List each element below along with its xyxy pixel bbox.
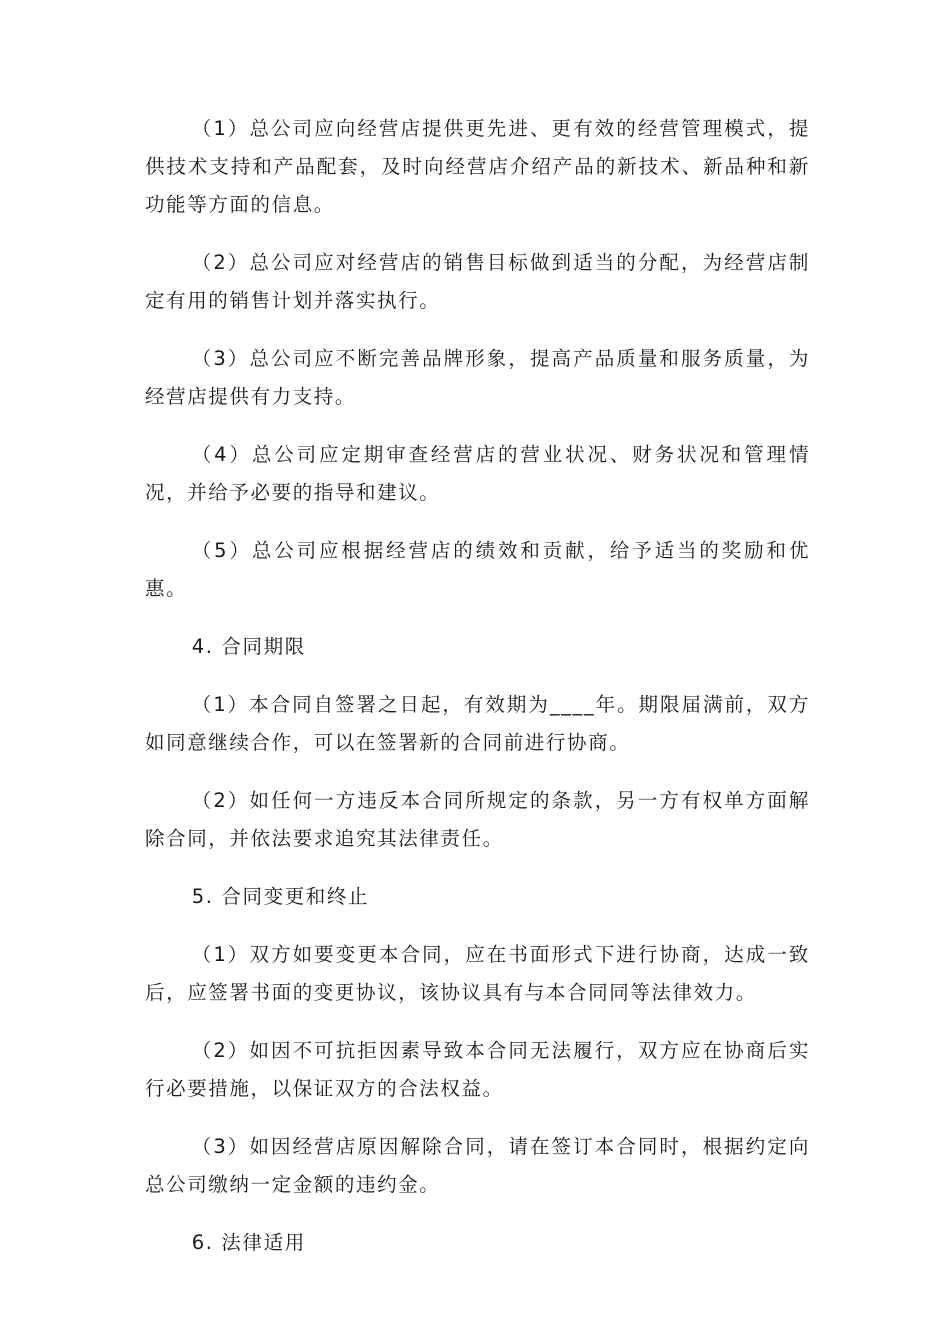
section-heading-contract-term: 4. 合同期限	[191, 635, 306, 658]
document-body	[145, 110, 810, 1282]
clause-4-1: （1）本合同自签署之日起，有效期为____年。期限届满前，双方如同意继续合作，可以在签署新的合同前进行协商。	[145, 693, 810, 754]
clause-3-1: （1）总公司应向经营店提供更先进、更有效的经营管理模式，提供技术支持和产品配套，及时向经营店介绍产品的新技术、新品种和新功能等方面的信息。	[145, 117, 810, 216]
clause-3-5: （5）总公司应根据经营店的绩效和贡献，给予适当的奖励和优惠。	[145, 539, 810, 600]
clause-3-2: （2）总公司应对经营店的销售目标做到适当的分配，为经营店制定有用的销售计划并落实执行。	[145, 251, 810, 312]
clause-5-2: （2）如因不可抗拒因素导致本合同无法履行，双方应在协商后实行必要措施，以保证双方的合法权益。	[145, 1039, 810, 1100]
clause-4-2: （2）如任何一方违反本合同所规定的条款，另一方有权单方面解除合同，并依法要求追究其法律责任。	[145, 789, 810, 850]
clause-3-3: （3）总公司应不断完善品牌形象，提高产品质量和服务质量，为经营店提供有力支持。	[145, 347, 810, 408]
section-heading-applicable-law: 6. 法律适用	[191, 1231, 306, 1254]
clause-5-3: （3）如因经营店原因解除合同，请在签订本合同时，根据约定向总公司缴纳一定金额的违约金。	[145, 1135, 810, 1196]
section-heading-change-termination: 5. 合同变更和终止	[191, 885, 370, 908]
clause-5-1: （1）双方如要变更本合同，应在书面形式下进行协商，达成一致后，应签署书面的变更协议，该协议具有与本合同同等法律效力。	[145, 943, 810, 1004]
clause-3-4: （4）总公司应定期审查经营店的营业状况、财务状况和管理情况，并给予必要的指导和建议。	[145, 443, 810, 504]
